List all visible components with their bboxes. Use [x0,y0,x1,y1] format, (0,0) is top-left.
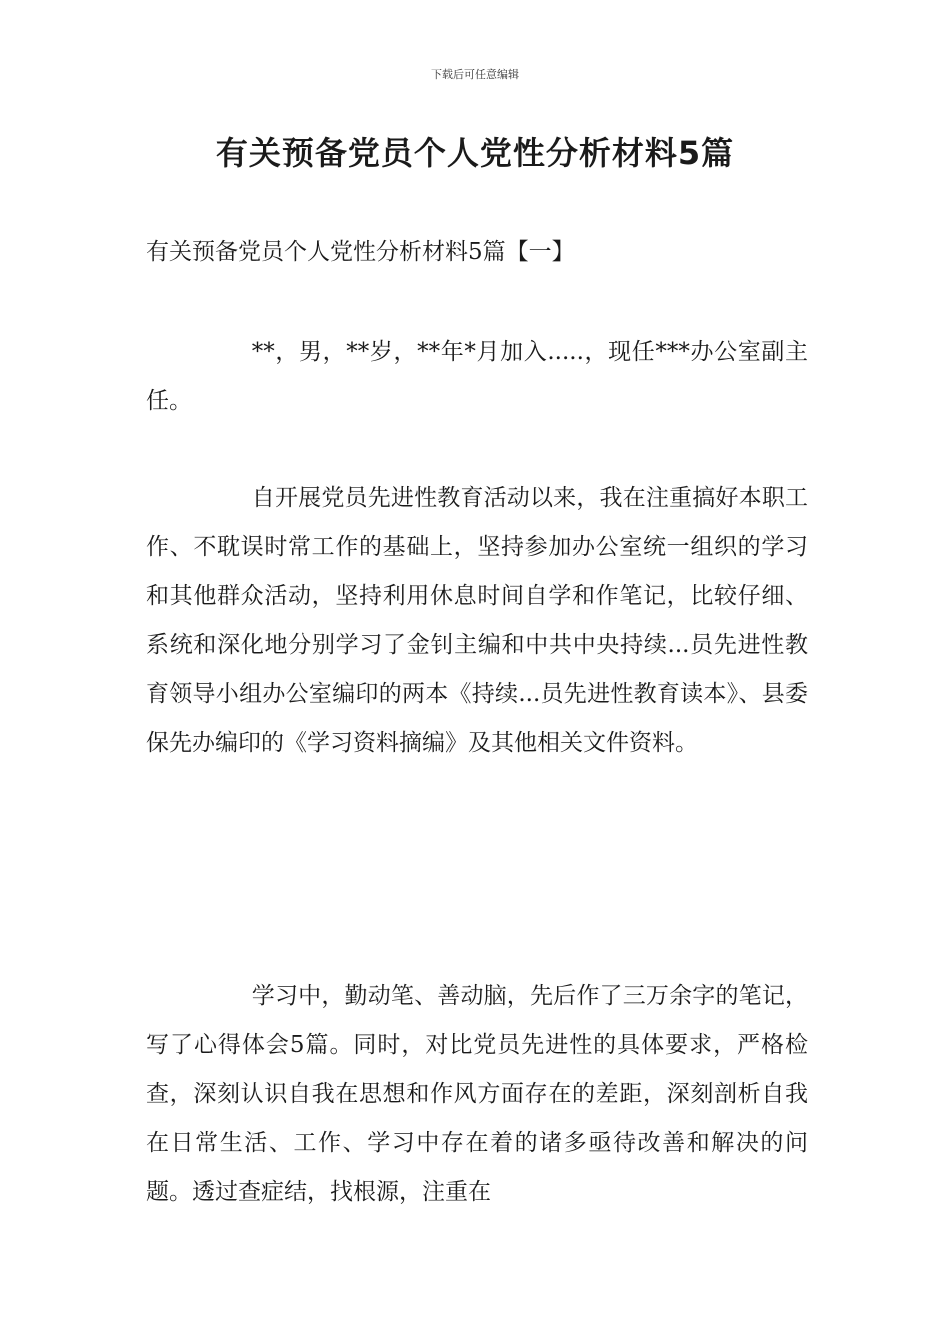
paragraph-intro: **，男，**岁，**年*月加入.....，现任***办公室副主任。 [146,339,808,414]
paragraph-study-notes: 学习中，勤动笔、善动脑，先后作了三万余字的笔记，写了心得体会5篇。同时，对比党员先进性的具体要求，严格检查，深刻认识自我在思想和作风方面存在的差距，深刻剖析自我在日常生活、工作、学习中存在着的诸多亟待改善和解决的问题。透过查症结，找根源，注重在 [146,983,808,1205]
section-heading: 有关预备党员个人党性分析材料5篇【一】 [146,239,575,265]
paragraph-study-activity: 自开展党员先进性教育活动以来，我在注重搞好本职工作、不耽误时常工作的基础上，坚持参加办公室统一组织的学习和其他群众活动，坚持利用休息时间自学和作笔记，比较仔细、系统和深化地分别学习了金钊主编和中共中央持续...员先进性教育领导小组办公室编印的两本《持续...员先进性教育读本》、县委保先办编印的《学习资料摘编》及其他相关文件资料。 [146,485,808,756]
document-title: 有关预备党员个人党性分析材料5篇 [215,134,735,172]
header-note: 下载后可任意编辑 [431,68,519,81]
